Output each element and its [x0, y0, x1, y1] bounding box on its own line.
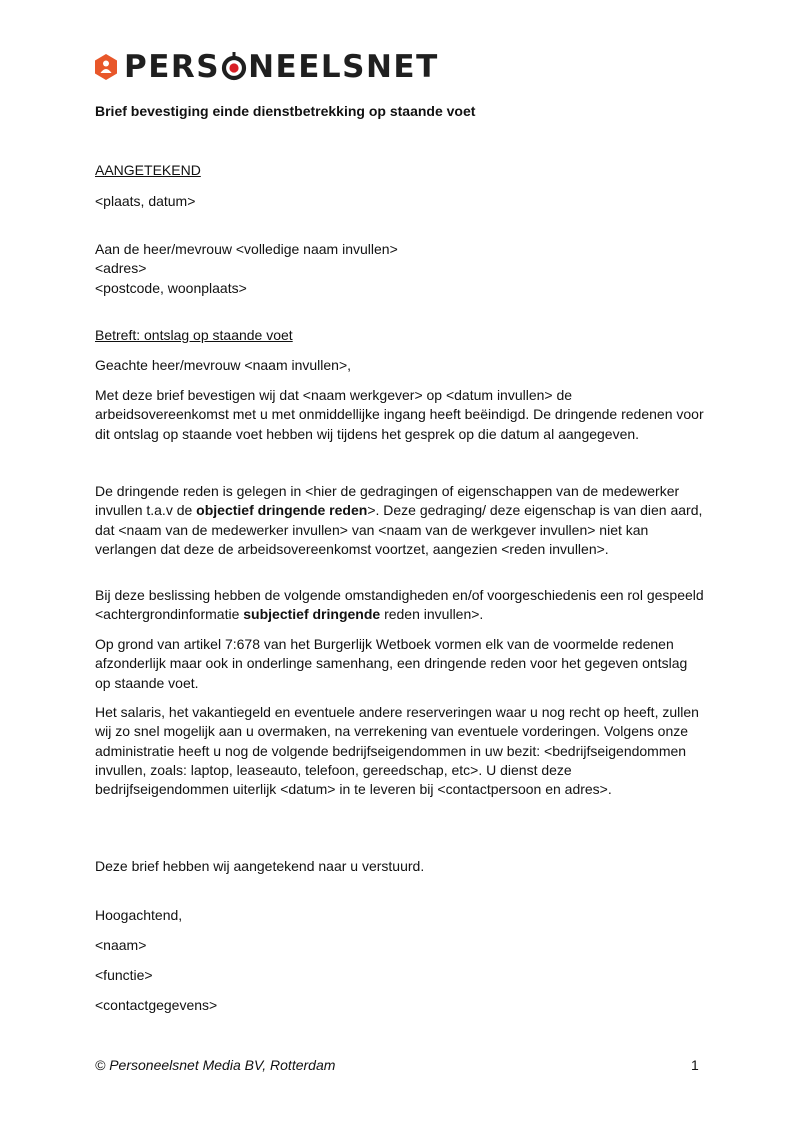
address-line: <adres>: [95, 260, 147, 277]
paragraph-circumstances: [95, 586, 705, 625]
brand-name-start: PERS: [124, 49, 221, 85]
address-line: Aan de heer/mevrouw <volledige naam invullen>: [95, 241, 398, 257]
bold-text: subjectief dringende: [243, 606, 381, 623]
paragraph-salary-property: Het salaris, het vakantiegeld en eventuele andere reserveringen waar u nog recht op heeft, zullen wij zo snel mogelijk aan u overmaken, na verrekening van eventuele vorderingen. Volgens onze administratie heeft u nog de volgende bedrijfseigendommen in uw bezit: <bedrijfseigendommen invullen, zoals: laptop, leaseauto, telefoon, gereedschap, etc>. U dienst deze bedrijfseigendommen uiterlijk <datum> in te leveren bij <contactpersoon en adres>.: [95, 704, 699, 798]
text-run: Bij deze beslissing hebben de volgende omstandigheden en/of voorgeschiedenis een rol gespeeld <achtergrondinformatie: [95, 587, 704, 623]
footer-copyright: © Personeelsnet Media BV, Rotterdam: [95, 1057, 336, 1073]
signature-name: <naam>: [95, 937, 147, 953]
target-o-icon: [221, 50, 247, 84]
text-run: >. Deze gedraging/ deze eigenschap is van dien aard, dat <naam van de medewerker invullen> van <naam van de werkgever invullen> niet kan verlangen dat deze de arbeidsovereenkomst voortzet, aangezien <reden invullen>.: [95, 502, 703, 557]
text-run: reden invullen>.: [380, 606, 484, 623]
page-number: 1: [691, 1057, 699, 1073]
document-title: Brief bevestiging einde dienstbetrekking op staande voet: [95, 103, 476, 119]
paragraph-confirmation: Met deze brief bevestigen wij dat <naam werkgever> op <datum invullen> de arbeidsovereenkomst met u met onmiddellijke ingang heeft beëindigd. De dringende redenen voor dit ontslag op staande voet hebben wij tijdens het gesprek op die datum al aangegeven.: [95, 387, 704, 442]
paragraph-registered-sent: Deze brief hebben wij aangetekend naar u verstuurd.: [95, 858, 425, 874]
registered-mail-label: AANGETEKEND: [95, 162, 201, 178]
subject-line: Betreft: ontslag op staande voet: [95, 327, 293, 343]
address-line: <postcode, woonplaats>: [95, 279, 247, 296]
signature-contact: <contactgegevens>: [95, 997, 218, 1013]
bold-text: objectief dringende reden: [196, 502, 368, 519]
brand-logo: [95, 50, 439, 84]
signature-function: <functie>: [95, 967, 153, 983]
text-run: De dringende reden is gelegen in <hier de gedragingen of eigenschappen van de medewerker invullen t.a.v de: [95, 483, 680, 519]
salutation: Geachte heer/mevrouw <naam invullen>,: [95, 357, 352, 373]
recipient-address: [95, 240, 705, 298]
brand-wordmark: [124, 50, 439, 84]
paragraph-urgent-reason: [95, 482, 705, 559]
paragraph-legal-basis: Op grond van artikel 7:678 van het Burgerlijk Wetboek vormen elk van de voormelde redenen afzonderlijk maar ook in onderlinge samenhang, een dringende reden voor het gegeven ontslag op staande voet.: [95, 636, 688, 691]
hexagon-person-icon: [95, 54, 117, 80]
place-date: <plaats, datum>: [95, 193, 196, 209]
closing: Hoogachtend,: [95, 907, 183, 923]
brand-name-end: NEELSNET: [248, 49, 439, 85]
